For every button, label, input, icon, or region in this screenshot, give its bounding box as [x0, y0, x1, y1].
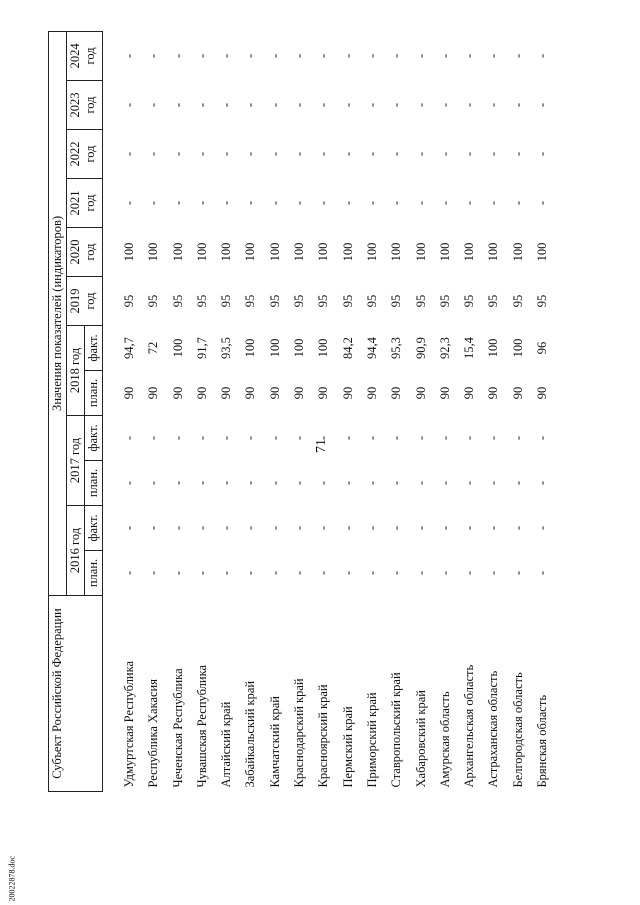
table-row	[166, 31, 190, 791]
value-cell: 95	[122, 294, 136, 308]
page-number: 71	[314, 439, 329, 453]
region-name: Краснодарский край	[292, 678, 307, 788]
table-row	[287, 31, 311, 791]
value-cell: -	[292, 151, 307, 157]
value-cell: 90	[122, 386, 136, 400]
year-unit: год	[83, 292, 97, 310]
region-name: Брянская область	[535, 694, 550, 788]
value-cell: -	[462, 525, 477, 531]
value-cell: -	[122, 53, 136, 58]
table-row	[141, 31, 165, 791]
value-cell: -	[437, 525, 452, 531]
value-cell: -	[437, 435, 452, 441]
year-unit: год	[83, 145, 97, 163]
value-cell: 100	[267, 338, 282, 358]
value-cell: 100	[219, 242, 234, 262]
year-number: 2020	[68, 239, 82, 265]
region-name: Хабаровский край	[413, 690, 428, 788]
value-cell: -	[462, 151, 477, 157]
year-number: 2023	[68, 92, 82, 118]
table-row	[311, 31, 335, 791]
region-name: Чувашская Республика	[194, 664, 209, 788]
value-cell: -	[486, 480, 501, 486]
value-cell: -	[243, 525, 258, 531]
year-header	[67, 179, 103, 228]
value-cell: -	[194, 480, 209, 486]
value-cell: -	[292, 53, 307, 58]
value-cell: -	[243, 570, 258, 576]
value-cell: 100	[486, 242, 501, 262]
value-cell: 100	[170, 242, 185, 262]
value-cell: 100	[194, 242, 209, 262]
value-cell: 95	[194, 294, 209, 308]
region-name: Астраханская область	[486, 670, 501, 788]
value-cell: -	[364, 200, 379, 206]
value-cell: 100	[243, 338, 258, 358]
year-header	[67, 81, 103, 130]
value-cell: 100	[292, 242, 307, 262]
value-cell: -	[267, 151, 282, 157]
table-row	[384, 31, 408, 791]
value-cell: -	[340, 53, 355, 58]
value-cell: -	[364, 480, 379, 486]
plan-subheader: план.	[85, 461, 103, 506]
plan-subheader: план.	[85, 551, 103, 596]
plan-subheader: план.	[85, 371, 103, 416]
table-row	[360, 31, 384, 791]
value-cell: 100	[486, 338, 501, 358]
value-cell: -	[316, 480, 331, 486]
value-cell: -	[292, 570, 307, 576]
region-name: Пермский край	[340, 706, 355, 788]
value-cell: -	[122, 570, 136, 576]
value-cell: 100	[267, 242, 282, 262]
value-cell: 100	[413, 242, 428, 262]
value-cell: 100	[510, 338, 525, 358]
value-cell: -	[219, 570, 234, 576]
value-cell: 96	[535, 341, 550, 355]
value-cell: -	[170, 435, 185, 441]
value-cell: -	[267, 53, 282, 58]
value-cell: 100	[316, 338, 331, 358]
value-cell: 100	[122, 242, 136, 262]
value-cell: -	[413, 200, 428, 206]
value-cell: -	[292, 200, 307, 206]
region-name: Чеченская Республика	[170, 668, 185, 788]
value-cell: -	[122, 480, 136, 486]
value-cell: -	[535, 435, 550, 441]
value-cell: -	[413, 151, 428, 157]
value-cell: -	[243, 200, 258, 206]
value-cell: -	[219, 480, 234, 486]
value-cell: -	[340, 525, 355, 531]
table-row	[530, 31, 554, 791]
fact-subheader: факт.	[85, 326, 103, 371]
fact-subheader: факт.	[85, 506, 103, 551]
value-cell: 100	[510, 242, 525, 262]
value-cell: 95	[486, 294, 501, 308]
value-cell: -	[462, 200, 477, 206]
value-cell: -	[316, 435, 331, 441]
year-unit: год	[83, 194, 97, 212]
value-cell: -	[462, 53, 477, 58]
value-cell: 95	[170, 294, 185, 308]
value-cell: -	[510, 53, 525, 58]
value-cell: -	[535, 151, 550, 157]
value-cell: -	[122, 525, 136, 531]
region-name: Камчатский край	[267, 696, 282, 788]
year-number: 2021	[68, 190, 82, 216]
value-cell: 100	[170, 338, 185, 358]
value-cell: -	[146, 480, 161, 486]
value-cell: 100	[535, 242, 550, 262]
value-cell: 90	[364, 386, 379, 400]
region-name: Алтайский край	[219, 701, 234, 788]
value-cell: -	[340, 151, 355, 157]
table-row	[190, 31, 214, 791]
value-cell: -	[413, 53, 428, 58]
value-cell: -	[389, 53, 404, 58]
value-cell: -	[170, 570, 185, 576]
value-cell: -	[316, 102, 331, 108]
value-cell: -	[413, 570, 428, 576]
value-cell: -	[510, 102, 525, 108]
value-cell: -	[219, 435, 234, 441]
value-cell: 100	[340, 242, 355, 262]
year-header	[67, 277, 103, 326]
table-row	[238, 31, 262, 791]
value-cell: 93,5	[219, 337, 234, 359]
value-cell: -	[364, 53, 379, 58]
indicators-title: Значения показателей (индикаторов)	[49, 31, 67, 595]
value-cell: 90	[437, 386, 452, 400]
value-cell: -	[340, 570, 355, 576]
value-cell: 90	[510, 386, 525, 400]
value-cell: -	[389, 102, 404, 108]
value-cell: -	[462, 435, 477, 441]
table-row	[103, 31, 142, 791]
value-cell: -	[219, 53, 234, 58]
value-cell: -	[510, 525, 525, 531]
value-cell: 91,7	[194, 337, 209, 359]
value-cell: -	[510, 151, 525, 157]
value-cell: 95	[340, 294, 355, 308]
value-cell: 90	[243, 386, 258, 400]
value-cell: 90	[462, 386, 477, 400]
value-cell: -	[437, 53, 452, 58]
value-cell: 100	[437, 242, 452, 262]
value-cell: -	[267, 102, 282, 108]
region-name: Республика Хакасия	[146, 679, 161, 788]
year-number: 2024	[68, 43, 82, 69]
value-cell: 95	[389, 294, 404, 308]
year-number: 2022	[68, 141, 82, 167]
value-cell: 92,3	[437, 337, 452, 359]
value-cell: 90	[535, 386, 550, 400]
value-cell: -	[146, 200, 161, 206]
value-cell: -	[267, 525, 282, 531]
value-cell: 95	[413, 294, 428, 308]
value-cell: -	[194, 435, 209, 441]
value-cell: -	[486, 200, 501, 206]
value-cell: -	[413, 102, 428, 108]
value-cell: -	[146, 53, 161, 58]
value-cell: -	[510, 435, 525, 441]
value-cell: -	[194, 151, 209, 157]
value-cell: 95	[535, 294, 550, 308]
value-cell: -	[486, 53, 501, 58]
value-cell: 72	[146, 341, 161, 355]
value-cell: -	[170, 102, 185, 108]
value-cell: 95	[510, 294, 525, 308]
value-cell: -	[146, 102, 161, 108]
table-row	[214, 31, 238, 791]
file-label: 20022878.doc	[7, 855, 17, 902]
value-cell: 90	[219, 386, 234, 400]
value-cell: -	[510, 480, 525, 486]
value-cell: -	[389, 435, 404, 441]
value-cell: -	[340, 200, 355, 206]
year-number: 2019	[68, 288, 82, 314]
value-cell: 95	[243, 294, 258, 308]
table-row	[336, 31, 360, 791]
value-cell: 84,2	[340, 337, 355, 359]
table-body	[103, 31, 555, 791]
value-cell: -	[535, 200, 550, 206]
year-unit: год	[83, 243, 97, 261]
value-cell: -	[486, 102, 501, 108]
value-cell: -	[486, 435, 501, 441]
year-unit: год	[83, 47, 97, 65]
year-header	[67, 228, 103, 277]
value-cell: 95	[267, 294, 282, 308]
value-cell: -	[194, 570, 209, 576]
region-name: Удмуртская Республика	[122, 660, 136, 788]
value-cell: -	[170, 525, 185, 531]
region-name: Красноярский край	[316, 684, 331, 788]
value-cell: 100	[462, 242, 477, 262]
value-cell: -	[122, 200, 136, 206]
value-cell: -	[364, 570, 379, 576]
value-cell: -	[364, 102, 379, 108]
region-name: Амурская область	[437, 691, 452, 788]
value-cell: -	[510, 570, 525, 576]
year-header	[67, 31, 103, 80]
value-cell: 95	[146, 294, 161, 308]
value-cell: -	[170, 200, 185, 206]
value-cell: -	[389, 151, 404, 157]
value-cell: -	[462, 102, 477, 108]
value-cell: 15,4	[462, 337, 477, 359]
value-cell: -	[146, 570, 161, 576]
region-name: Архангельская область	[462, 664, 477, 788]
value-cell: -	[437, 151, 452, 157]
value-cell: 95,3	[389, 337, 404, 359]
value-cell: -	[486, 151, 501, 157]
table-row	[506, 31, 530, 791]
value-cell: -	[267, 570, 282, 576]
subject-column-header: Субъект Российской Федерации	[49, 596, 103, 792]
year-header	[67, 130, 103, 179]
value-cell: -	[535, 480, 550, 486]
value-cell: 95	[316, 294, 331, 308]
value-cell: -	[389, 480, 404, 486]
year-header: 2016 год	[67, 506, 85, 596]
value-cell: -	[170, 151, 185, 157]
value-cell: -	[364, 525, 379, 531]
value-cell: 100	[389, 242, 404, 262]
value-cell: -	[462, 570, 477, 576]
value-cell: -	[437, 570, 452, 576]
value-cell: 90	[316, 386, 331, 400]
year-unit: год	[83, 96, 97, 114]
region-name: Забайкальский край	[243, 680, 258, 788]
value-cell: 90	[340, 386, 355, 400]
value-cell: -	[462, 480, 477, 486]
region-name: Ставропольский край	[389, 672, 404, 788]
indicators-table	[48, 31, 554, 792]
value-cell: 94,4	[364, 337, 379, 359]
value-cell: 100	[243, 242, 258, 262]
region-name: Белгородская область	[510, 672, 525, 788]
value-cell: 95	[219, 294, 234, 308]
value-cell: -	[510, 200, 525, 206]
value-cell: -	[413, 435, 428, 441]
value-cell: -	[413, 480, 428, 486]
year-header: 2017 год	[67, 416, 85, 506]
value-cell: 100	[364, 242, 379, 262]
table-header	[49, 31, 103, 791]
table-row	[481, 31, 505, 791]
value-cell: -	[219, 151, 234, 157]
value-cell: 90	[146, 386, 161, 400]
value-cell: -	[437, 480, 452, 486]
value-cell: -	[340, 102, 355, 108]
value-cell: 90,9	[413, 337, 428, 359]
value-cell: 90	[486, 386, 501, 400]
value-cell: -	[194, 53, 209, 58]
value-cell: 95	[292, 294, 307, 308]
value-cell: -	[486, 570, 501, 576]
value-cell: -	[243, 53, 258, 58]
value-cell: -	[535, 570, 550, 576]
table-row	[263, 31, 287, 791]
value-cell: -	[364, 435, 379, 441]
value-cell: 90	[267, 386, 282, 400]
value-cell: -	[122, 151, 136, 157]
value-cell: -	[146, 525, 161, 531]
value-cell: 90	[413, 386, 428, 400]
value-cell: -	[267, 435, 282, 441]
value-cell: 90	[389, 386, 404, 400]
value-cell: -	[413, 525, 428, 531]
value-cell: -	[316, 525, 331, 531]
value-cell: -	[292, 435, 307, 441]
value-cell: -	[437, 200, 452, 206]
value-cell: -	[535, 102, 550, 108]
value-cell: -	[292, 525, 307, 531]
value-cell: -	[243, 435, 258, 441]
value-cell: -	[389, 200, 404, 206]
table-row	[433, 31, 457, 791]
value-cell: 94,7	[122, 337, 136, 359]
value-cell: -	[267, 200, 282, 206]
value-cell: 90	[170, 386, 185, 400]
value-cell: -	[486, 525, 501, 531]
value-cell: 90	[292, 386, 307, 400]
value-cell: -	[243, 102, 258, 108]
table-row	[409, 31, 433, 791]
value-cell: -	[219, 200, 234, 206]
value-cell: -	[292, 480, 307, 486]
value-cell: -	[389, 570, 404, 576]
value-cell: -	[219, 525, 234, 531]
value-cell: 90	[194, 386, 209, 400]
table-row	[457, 31, 481, 791]
value-cell: -	[316, 200, 331, 206]
value-cell: -	[340, 435, 355, 441]
value-cell: 95	[462, 294, 477, 308]
value-cell: -	[194, 200, 209, 206]
value-cell: 100	[316, 242, 331, 262]
year-header: 2018 год	[67, 326, 85, 416]
value-cell: -	[316, 570, 331, 576]
value-cell: -	[389, 525, 404, 531]
value-cell: -	[170, 53, 185, 58]
value-cell: -	[292, 102, 307, 108]
value-cell: -	[170, 480, 185, 486]
value-cell: 95	[364, 294, 379, 308]
value-cell: -	[364, 151, 379, 157]
value-cell: -	[267, 480, 282, 486]
value-cell: 95	[437, 294, 452, 308]
value-cell: -	[243, 480, 258, 486]
region-name: Приморский край	[364, 692, 379, 788]
value-cell: -	[146, 151, 161, 157]
value-cell: -	[437, 102, 452, 108]
value-cell: -	[535, 53, 550, 58]
value-cell: -	[316, 53, 331, 58]
value-cell: -	[194, 525, 209, 531]
rotated-table-container	[48, 32, 551, 792]
value-cell: -	[122, 102, 136, 108]
value-cell: -	[316, 151, 331, 157]
value-cell: -	[340, 480, 355, 486]
value-cell: -	[535, 525, 550, 531]
value-cell: 100	[146, 242, 161, 262]
value-cell: -	[194, 102, 209, 108]
value-cell: -	[122, 435, 136, 441]
value-cell: -	[146, 435, 161, 441]
fact-subheader: факт.	[85, 416, 103, 461]
value-cell: 100	[292, 338, 307, 358]
value-cell: -	[243, 151, 258, 157]
value-cell: -	[219, 102, 234, 108]
